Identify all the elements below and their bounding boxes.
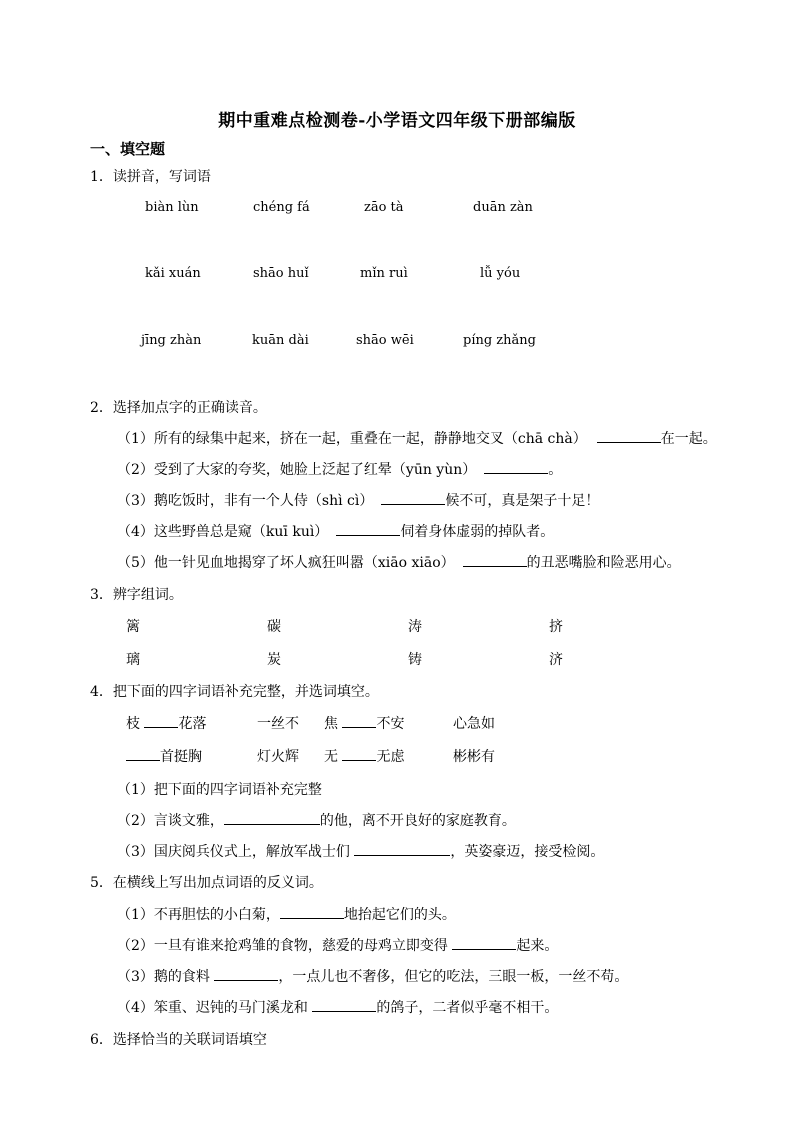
question-4-item — [117, 810, 516, 830]
answer-blank[interactable] — [597, 430, 661, 443]
idiom-text: 一丝不 — [257, 716, 299, 732]
pinyin-item: kǎi xuán — [145, 266, 201, 281]
item-text: ，一点儿也不奢侈，但它的吃法，三眼一板，一丝不苟。 — [278, 969, 629, 985]
idiom-item — [324, 746, 404, 766]
character-item: 篱 — [126, 619, 140, 635]
answer-blank[interactable] — [342, 748, 376, 761]
pinyin-item: mǐn ruì — [360, 266, 408, 281]
question-2-item — [117, 521, 554, 541]
idiom-text: 无 — [324, 749, 343, 765]
character-item: 炭 — [267, 652, 281, 668]
item-text: 的他，离不开良好的家庭教育。 — [319, 813, 516, 829]
answer-blank[interactable] — [280, 906, 344, 919]
question-2-item — [117, 428, 717, 448]
answer-blank[interactable] — [126, 748, 160, 761]
idiom-item — [257, 713, 299, 733]
item-text: 起来。 — [516, 938, 559, 954]
question-2-item — [117, 459, 562, 479]
pinyin-item: duān zàn — [473, 200, 533, 215]
idiom-text: 无虑 — [376, 749, 405, 765]
question-3-stem: 3．辨字组词。 — [90, 587, 183, 603]
idiom-text: 花落 — [178, 716, 207, 732]
question-2-stem: 2．选择加点字的正确读音。 — [90, 400, 267, 416]
question-6-stem: 6．选择恰当的关联词语填空 — [90, 1032, 267, 1048]
question-4-item — [117, 841, 604, 861]
answer-blank[interactable] — [224, 812, 320, 825]
item-text: （5）他一针见血地揭穿了坏人疯狂叫嚣（xiāo xiāo） — [117, 555, 455, 571]
answer-blank[interactable] — [312, 999, 376, 1012]
idiom-item — [257, 746, 299, 766]
answer-blank[interactable] — [354, 843, 450, 856]
idiom-text: 焦 — [324, 716, 343, 732]
pinyin-item: píng zhǎng — [463, 333, 536, 348]
item-text: （1）所有的绿集中起来，挤在一起，重叠在一起，静静地交叉（chā chà） — [117, 431, 587, 447]
item-text: （3）鹅的食料 — [117, 969, 215, 985]
character-item: 碳 — [267, 619, 281, 635]
document-title: 期中重难点检测卷-小学语文四年级下册部编版 — [218, 111, 576, 131]
answer-blank[interactable] — [463, 554, 527, 567]
item-text: 候不可，真是架子十足！ — [445, 493, 600, 509]
answer-blank[interactable] — [342, 715, 376, 728]
pinyin-item: kuān dài — [252, 333, 309, 348]
pinyin-item: shāo wēi — [356, 333, 414, 348]
item-text: （3）国庆阅兵仪式上，解放军战士们 — [117, 844, 355, 860]
item-text: （3）鹅吃饭时，非有一个人侍（shì cì） — [117, 493, 374, 509]
item-text: （2）一旦有谁来抢鸡雏的食物，慈爱的母鸡立即变得 — [117, 938, 453, 954]
pinyin-item: chéng fá — [253, 200, 310, 215]
item-text: 伺着身体虚弱的掉队者。 — [400, 524, 555, 540]
question-4-stem: 4．把下面的四字词语补充完整，并选词填空。 — [90, 684, 379, 700]
answer-blank[interactable] — [336, 523, 400, 536]
item-text: 。 — [548, 462, 563, 478]
idiom-item — [126, 746, 202, 766]
item-text: （2）受到了大家的夸奖，她脸上泛起了红晕（yūn yùn） — [117, 462, 477, 478]
idiom-item — [324, 713, 404, 733]
question-5-item — [117, 904, 456, 924]
section-heading: 一、填空题 — [90, 140, 166, 158]
pinyin-item: biàn lùn — [145, 200, 199, 215]
idiom-item — [453, 746, 495, 766]
item-text: 的鸽子，二者似乎毫不相干。 — [376, 1000, 559, 1016]
question-2-item — [117, 490, 599, 510]
item-text: ，英姿豪迈，接受检阅。 — [450, 844, 605, 860]
idiom-text: 不安 — [376, 716, 405, 732]
item-text: 的丑恶嘴脸和险恶用心。 — [526, 555, 681, 571]
question-1-stem: 1．读拼音，写词语 — [90, 169, 211, 185]
idiom-text: 心急如 — [453, 716, 495, 732]
character-item: 璃 — [126, 652, 140, 668]
item-text: （1）不再胆怯的小白菊， — [117, 907, 280, 923]
item-text: （4）笨重、迟钝的马门溪龙和 — [117, 1000, 313, 1016]
question-2-item — [117, 552, 681, 572]
question-5-item — [117, 966, 628, 986]
idiom-item — [126, 713, 206, 733]
idiom-item — [453, 713, 495, 733]
question-4-item: （1）把下面的四字词语补充完整 — [117, 782, 322, 798]
idiom-text: 灯火辉 — [257, 749, 299, 765]
idiom-text: 彬彬有 — [453, 749, 495, 765]
answer-blank[interactable] — [484, 461, 548, 474]
answer-blank[interactable] — [452, 937, 516, 950]
answer-blank[interactable] — [144, 715, 178, 728]
idiom-text: 首挺胸 — [160, 749, 202, 765]
character-item: 挤 — [549, 619, 563, 635]
character-item: 济 — [549, 652, 563, 668]
pinyin-item: shāo huǐ — [253, 266, 309, 281]
question-5-item — [117, 935, 558, 955]
character-item: 涛 — [408, 619, 422, 635]
question-5-item — [117, 997, 558, 1017]
item-text: 地抬起它们的头。 — [343, 907, 456, 923]
pinyin-item: jīng zhàn — [141, 333, 202, 348]
item-text: （4）这些野兽总是窥（kuī kuì） — [117, 524, 329, 540]
answer-blank[interactable] — [214, 968, 278, 981]
question-5-stem: 5．在横线上写出加点词语的反义词。 — [90, 875, 323, 891]
idiom-text: 枝 — [126, 716, 145, 732]
pinyin-item: lǚ yóu — [480, 266, 521, 281]
answer-blank[interactable] — [381, 492, 445, 505]
item-text: （2）言谈文雅， — [117, 813, 224, 829]
item-text: 在一起。 — [660, 431, 717, 447]
character-item: 铸 — [408, 652, 422, 668]
pinyin-item: zāo tà — [364, 200, 404, 215]
